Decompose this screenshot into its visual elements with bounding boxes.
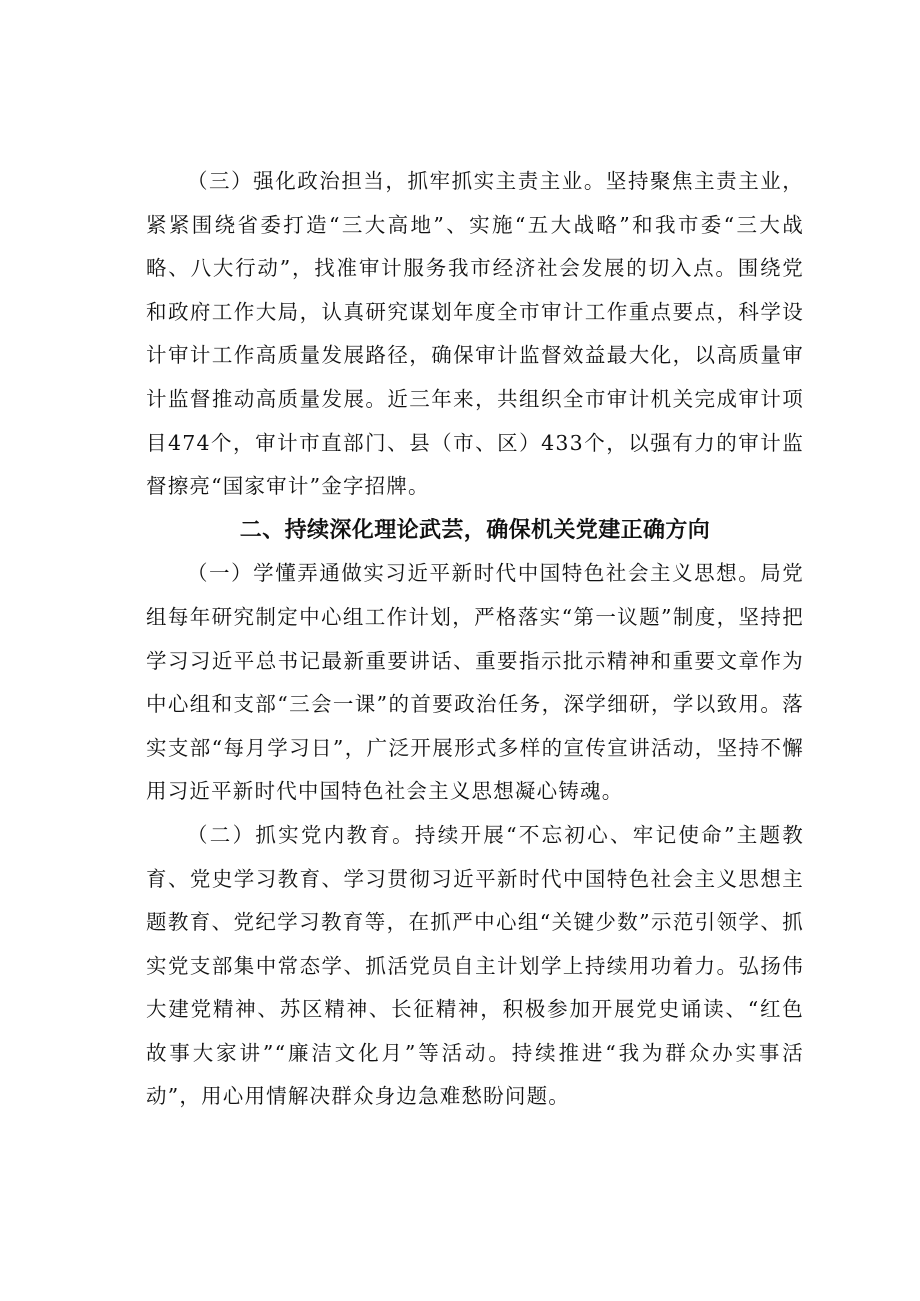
section-heading: 二、持续深化理论武芸，确保机关党建正确方向	[239, 517, 711, 543]
paragraph-strengthen-political-responsibility: （三）强化政治担当，抓牢抓实主责主业。坚持聚焦主责主业，紧紧围绕省委打造“三大高地”、实施“五大战略”和我市委“三大战略、八大行动”，找准审计服务我市经济社会发展的切入点。围绕党和政府工作大局，认真研究谋划年度全市审计工作重点要点，科学设计审计工作高质量发展路径，确保审计监督效益最大化，以高质量审计监督推动高质量发展。近三年来，共组织全市审计机关完成审计项目474个，审计市直部门、县（市、区）433个，以强有力的审计监督擦亮“国家审计”金字招牌。	[146, 169, 804, 499]
paragraph-party-education: （二）抓实党内教育。持续开展“不忘初心、牢记使命”主题教育、党史学习教育、学习贯彻习近平新时代中国特色社会主义思想主题教育、党纪学习教育等，在抓严中心组“关键少数”示范引领学、抓实党支部集中常态学、抓活党员自主计划学上持续用功着力。弘扬伟大建党精神、苏区精神、长征精神，积极参加开展党史诵读、“红色故事大家讲”“廉洁文化月”等活动。持续推进“我为群众办实事活动”，用心用情解决群众身边急难愁盼问题。	[146, 822, 804, 1109]
document-body	[146, 160, 804, 1119]
paragraph-study-thought: （一）学懂弄通做实习近平新时代中国特色社会主义思想。局党组每年研究制定中心组工作计划，严格落实“第一议题”制度，坚持把学习习近平总书记最新重要讲话、重要指示批示精神和重要文章作为中心组和支部“三会一课”的首要政治任务，深学细研，学以致用。落实支部“每月学习日”，广泛开展形式多样的宣传宣讲活动，坚持不懈用习近平新时代中国特色社会主义思想凝心铸魂。	[146, 561, 804, 804]
